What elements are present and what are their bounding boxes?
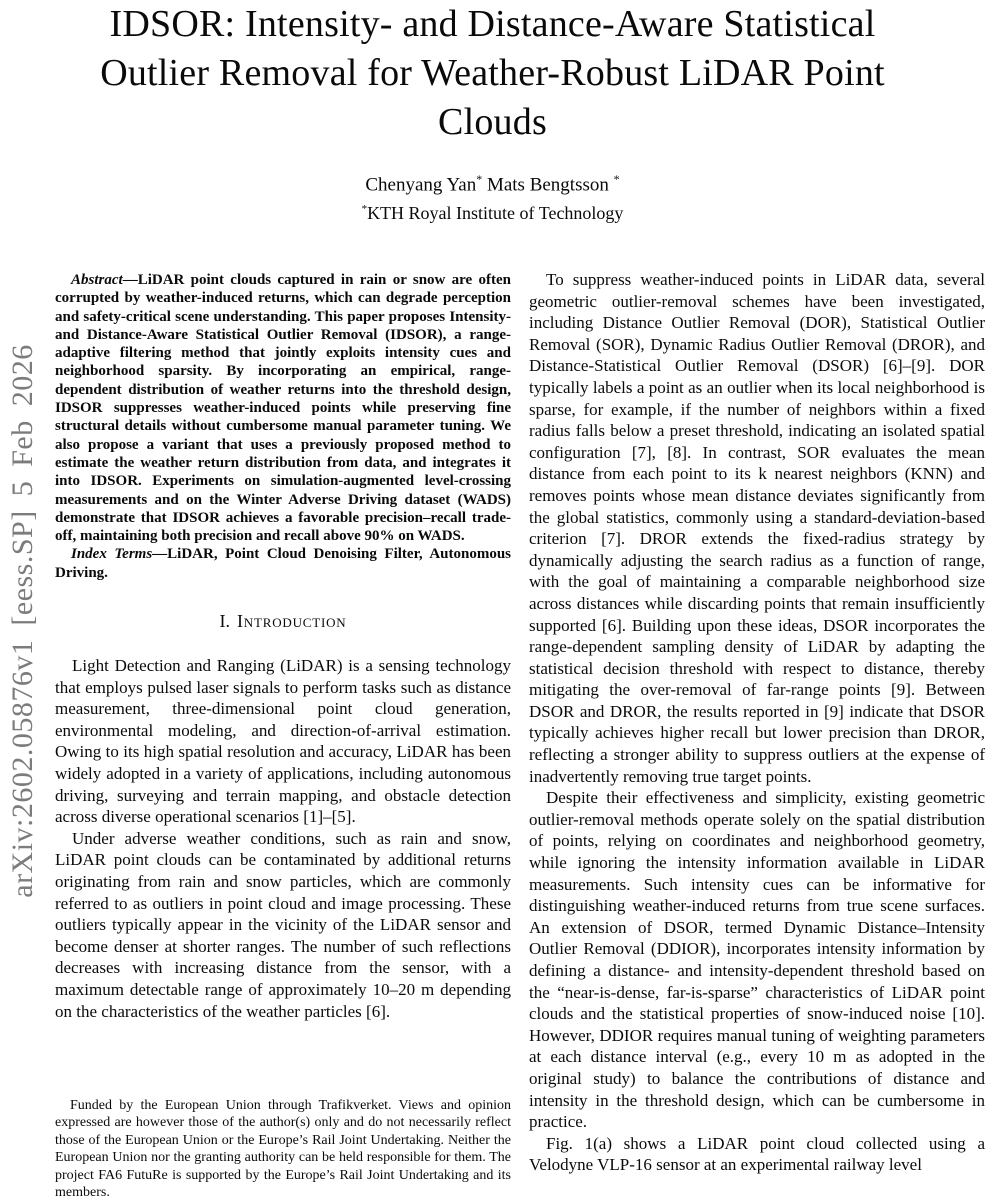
authors-line [0, 167, 985, 197]
abstract-paragraph [55, 271, 511, 545]
right-column [529, 269, 985, 1176]
index-terms-text: —LiDAR, Point Cloud Denoising Filter, Autonomous Driving. [55, 546, 512, 581]
paper-title-line-3: Clouds [438, 101, 547, 143]
paper-title-line-2: Outlier Removal for Weather-Robust LiDAR Point [100, 52, 885, 94]
index-terms-paragraph [55, 545, 511, 582]
abstract-lead: Abstract [71, 272, 123, 288]
left-column [55, 271, 511, 1022]
section-title: Introduction [237, 611, 347, 632]
figure-reference-paragraph: Fig. 1(a) shows a LiDAR point cloud collected using a Velodyne VLP-16 sensor at an experimental railway level [529, 1133, 985, 1175]
author-1: Chenyang Yan [365, 174, 477, 196]
author-2: Mats Bengtsson [486, 174, 609, 196]
intro-paragraph-1: Light Detection and Ranging (LiDAR) is a sensing technology that employs pulsed laser signals to perform tasks such as distance measurement, three-dimensional point cloud generation, environmental modeling, and direction-of-arrival estimation. Owing to its high spatial resolution and accuracy, LiDAR has been widely adopted in a variety of applications, including autonomous driving, surveying and terrain mapping, and obstacle detection across diverse operational scenarios [1]–[5]. [55, 656, 511, 827]
intro-paragraph-2: Under adverse weather conditions, such as rain and snow, LiDAR point clouds can be contaminated by additional returns originating from rain and snow particles, which are commonly referred to as outliers in point cloud and image processing. These outliers typically appear in the vicinity of the LiDAR sensor and become denser at shorter ranges. The number of such reflections decreases with increasing distance from the sensor, with a maximum detectable range of approximately 10–20 m depending on the characteristics of the weather particles [6]. [55, 828, 511, 1021]
abstract-text: —LiDAR point clouds captured in rain or snow are often corrupted by weather-induced returns, which can degrade perception and safety-critical scene understanding. This paper proposes Intensity- and Distance-Aware Statistical Outlier Removal (IDSOR), a range-adaptive filtering method that jointly exploits intensity cues and neighborhood sparsity. By incorporating an empirical, range-dependent distribution of weather returns into the threshold design, IDSOR suppresses weather-induced points while preserving fine structural details without cumbersome manual parameter tuning. We also propose a variant that uses a previously proposed method to estimate the weather return distribution from data, and integrates it into IDSOR. Experiments on simulation-augmented level-crossing measurements and on the Winter Adverse Driving dataset (WADS) demonstrate that IDSOR achieves a favorable precision–recall trade-off, maintaining both precision and recall above 90% on WADS. [55, 272, 511, 545]
affiliation-line [0, 197, 985, 225]
affiliation-name: KTH Royal Institute of Technology [367, 203, 624, 224]
section-number: I. [219, 611, 230, 632]
author-2-affiliation-marker: * [613, 172, 620, 186]
related-work-paragraph-2: Despite their effectiveness and simplicity, existing geometric outlier-removal methods operate solely on the spatial distribution of points, relying on coordinates and neighborhood geometry, while ignoring the intensity information available in LiDAR measurements. Such intensity cues can be informative for distinguishing weather-induced returns from true scene surfaces. An extension of DSOR, termed Dynamic Distance–Intensity Outlier Removal (DDIOR), incorporates intensity information by defining a distance- and intensity-dependent threshold based on the “near-is-dense, far-is-sparse” characteristics of LiDAR point clouds and the statistical properties of snow-induced noise [10]. However, DDIOR requires manual tuning of weighting parameters at each distance interval (e.g., every 10 m as adopted in the original study) to balance the contributions of distance and intensity in the threshold design, which can be cumbersome in practice. [529, 788, 985, 1132]
index-terms-lead: Index Terms [71, 546, 153, 563]
author-1-affiliation-marker: * [476, 172, 483, 186]
affiliation-marker: * [361, 203, 368, 216]
section-heading-introduction [55, 611, 511, 632]
paper-title-line-1: IDSOR: Intensity- and Distance-Aware Statistical [109, 3, 876, 45]
funding-footnote: Funded by the European Union through Trafikverket. Views and opinion expressed are however those of the author(s) only and do not necessarily reflect those of the European Union or the Europe’s Rail Joint Undertaking. Neither the European Union nor the granting authority can be held responsible for them. The project FA6 FutuRe is supported by the Europe’s Rail Joint Undertaking and its members. [55, 1098, 511, 1200]
arxiv-watermark: arXiv:2602.05876v1 [eess.SP] 5 Feb 2026 [6, 344, 39, 898]
paper-header [0, 0, 985, 225]
related-work-paragraph-1: To suppress weather-induced points in LiDAR data, several geometric outlier-removal schemes have been investigated, including Distance Outlier Removal (DOR), Statistical Outlier Removal (SOR), Dynamic Radius Outlier Removal (DROR), and Distance-Statistical Outlier Removal (DSOR) [6]–[9]. DOR typically labels a point as an outlier when its local neighborhood is sparse, for example, if the number of neighbors within a fixed radius falls below a preset threshold, indicating an isolated spatial configuration [7], [8]. In contrast, SOR evaluates the mean distance from each point to its k nearest neighbors (KNN) and removes points whose mean distance deviates significantly from the global statistics, commonly using a standard-deviation-based criterion [7]. DROR extends the fixed-radius strategy by dynamically adjusting the search radius as a function of range, with the goal of maintaining a comparable neighborhood size across distances while discarding points that remain insufficiently supported [6]. Building upon these ideas, DSOR incorporates the range-dependent sampling density of LiDAR by adapting the statistical decision threshold with respect to distance, thereby mitigating the over-removal of far-range points [9]. Between DSOR and DROR, the results reported in [9] indicate that DSOR typically achieves higher recall but lower precision than DROR, reflecting a stronger ability to suppress outliers at the expense of inadvertently removing true target points. [529, 270, 985, 786]
